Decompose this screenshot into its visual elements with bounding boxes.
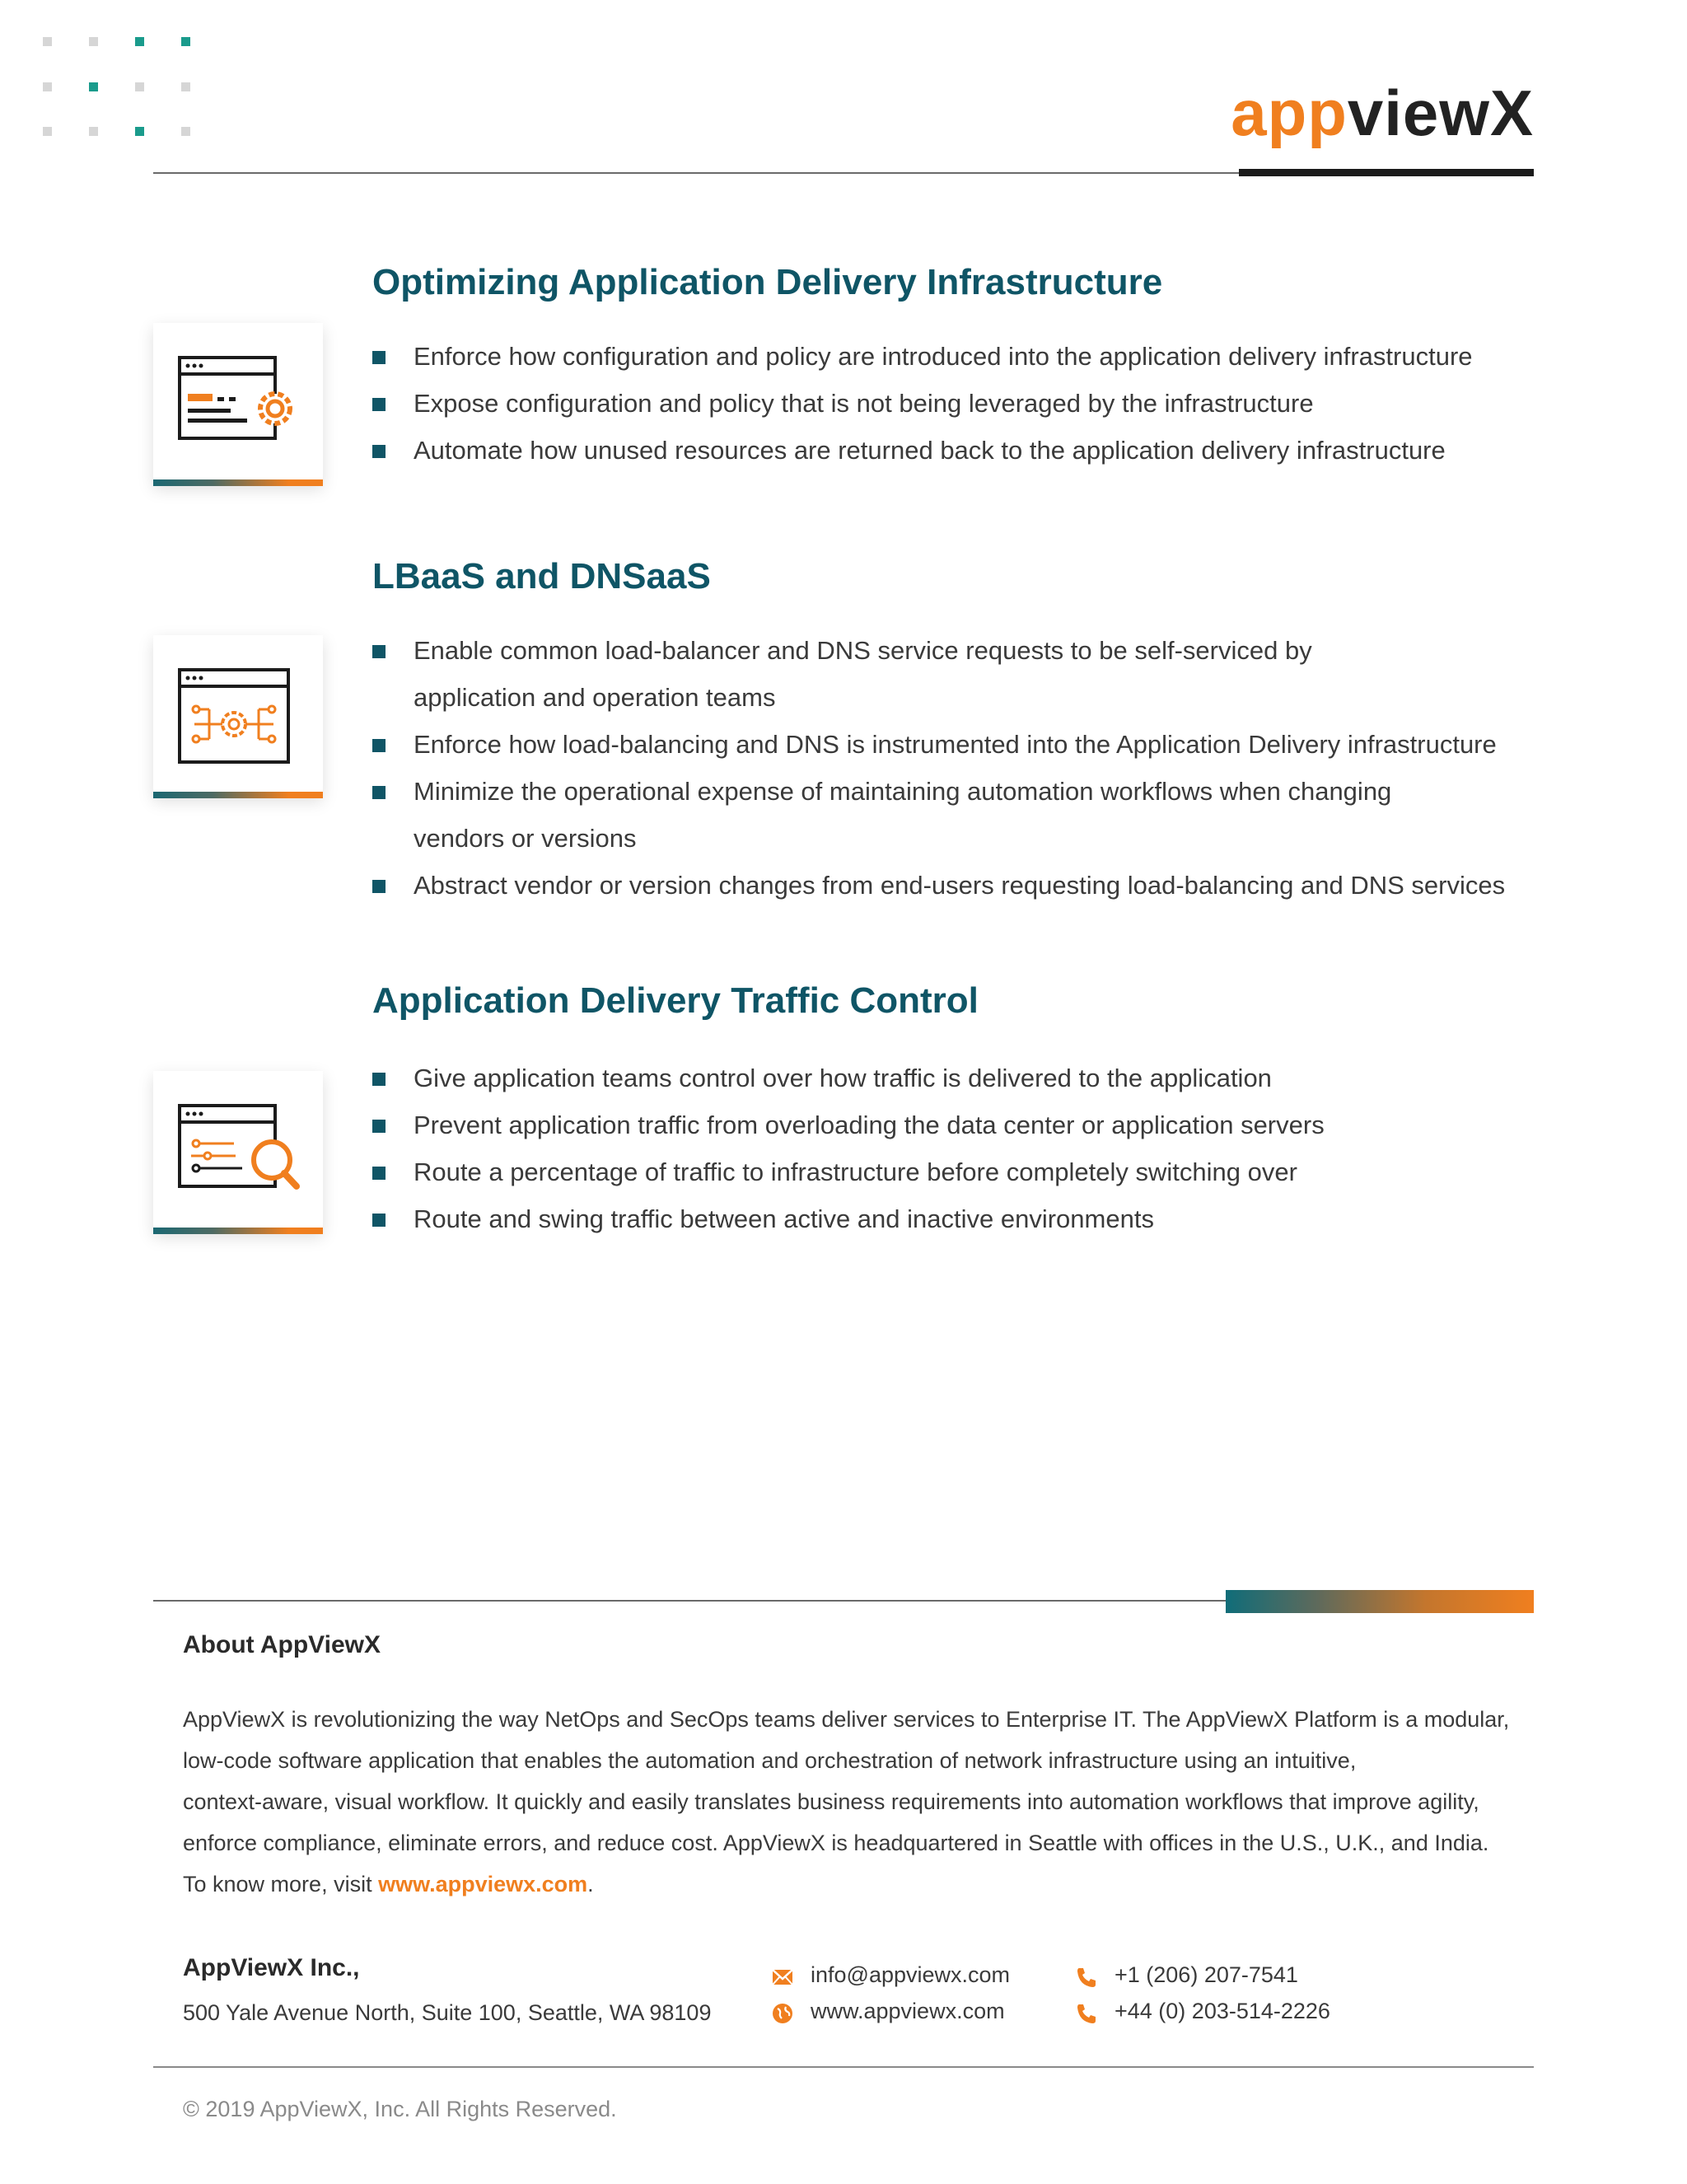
section-title: Application Delivery Traffic Control: [372, 980, 979, 1021]
footer-accent-bar: [1226, 1590, 1534, 1613]
list-item-text: Expose configuration and policy that is not being leveraged by the infrastructure: [414, 389, 1314, 418]
appviewx-logo: [1231, 76, 1534, 151]
list-item-text: Automate how unused resources are returned back to the application delivery infrastructure: [414, 436, 1446, 465]
icon-card-gradient-bar: [153, 1228, 323, 1234]
bullet-square-icon: [372, 1214, 386, 1227]
company-name: AppViewX Inc.,: [183, 1954, 360, 1981]
copyright-divider: [153, 2066, 1534, 2068]
list-item: [372, 1148, 1325, 1195]
list-item: [372, 1195, 1325, 1242]
about-paragraph: [183, 1699, 1534, 1905]
website-link[interactable]: www.appviewx.com: [378, 1872, 588, 1896]
email-icon: [771, 1966, 794, 1989]
list-item-text: Enforce how configuration and policy are introduced into the application delivery infrastructure: [414, 342, 1473, 371]
bullet-list: [372, 333, 1473, 474]
list-item-text: Route a percentage of traffic to infrastructure before completely switching over: [414, 1157, 1297, 1186]
list-item-continuation: [372, 815, 1505, 862]
section-title: LBaaS and DNSaaS: [372, 556, 711, 596]
header-accent-bar: [1239, 169, 1534, 176]
about-line: context-aware, visual workflow. It quickly and easily translates business requirements into automation workflows that improve agility,: [183, 1789, 1479, 1814]
about-title: About AppViewX: [183, 1631, 381, 1658]
about-line-prefix: To know more, visit: [183, 1872, 379, 1896]
bullet-square-icon: [372, 880, 386, 893]
list-item: [372, 721, 1505, 768]
section-icon-card: [153, 323, 323, 484]
phone-icon: [1075, 2002, 1098, 2025]
header-divider: [153, 172, 1241, 174]
bullet-list: [372, 627, 1505, 909]
about-line: AppViewX is revolutionizing the way NetOps and SecOps teams deliver services to Enterprise IT. The AppViewX Platform is a modular,: [183, 1707, 1510, 1732]
corner-dot-pattern: [41, 33, 198, 140]
about-line: low-code software application that enables the automation and orchestration of network infrastructure using an intuitive,: [183, 1748, 1357, 1773]
section-title: Optimizing Application Delivery Infrastructure: [372, 262, 1163, 302]
list-item-text: application and operation teams: [414, 683, 776, 712]
browser-settings-icon: [176, 354, 300, 453]
bullet-square-icon: [372, 786, 386, 799]
list-item: [372, 380, 1473, 427]
list-item-text: Minimize the operational expense of maintaining automation workflows when changing: [414, 777, 1392, 806]
list-item: [372, 627, 1505, 674]
logo-part-viewx: viewX: [1347, 77, 1534, 149]
browser-network-gear-icon: [176, 666, 300, 765]
bullet-square-icon: [372, 445, 386, 458]
list-item-text: Give application teams control over how traffic is delivered to the application: [414, 1064, 1272, 1092]
list-item: [372, 1055, 1325, 1101]
footer-divider: [153, 1600, 1232, 1602]
list-item-text: Enforce how load-balancing and DNS is instrumented into the Application Delivery infrastructure: [414, 730, 1497, 759]
bullet-square-icon: [372, 398, 386, 411]
about-line-suffix: .: [587, 1872, 594, 1896]
phone-icon: [1075, 1966, 1098, 1989]
list-item-text: vendors or versions: [414, 824, 637, 853]
list-item: [372, 333, 1473, 380]
company-address: 500 Yale Avenue North, Suite 100, Seattle, WA 98109: [183, 2000, 712, 2025]
list-item-continuation: [372, 674, 1505, 721]
bullet-list: [372, 1055, 1325, 1242]
globe-icon: [771, 2002, 794, 2025]
bullet-square-icon: [372, 1167, 386, 1180]
website-contact-link[interactable]: www.appviewx.com: [811, 1999, 1005, 2023]
list-item: [372, 862, 1505, 909]
bullet-square-icon: [372, 1073, 386, 1086]
bullet-square-icon: [372, 739, 386, 752]
list-item-text: Abstract vendor or version changes from end-users requesting load-balancing and DNS services: [414, 871, 1506, 900]
list-item: [372, 1101, 1325, 1148]
email-link[interactable]: info@appviewx.com: [811, 1962, 1011, 1987]
list-item: [372, 768, 1505, 815]
section-icon-card: [153, 635, 323, 797]
icon-card-gradient-bar: [153, 479, 323, 486]
phone-us-number[interactable]: +1 (206) 207-7541: [1115, 1962, 1298, 1987]
browser-search-icon: [176, 1102, 308, 1201]
about-line: [183, 1864, 1534, 1905]
copyright-text: © 2019 AppViewX, Inc. All Rights Reserved.: [183, 2097, 617, 2121]
list-item-text: Enable common load-balancer and DNS service requests to be self-serviced by: [414, 636, 1312, 665]
about-line: enforce compliance, eliminate errors, and reduce cost. AppViewX is headquartered in Seattle with offices in the U.S., U.K., and India.: [183, 1831, 1489, 1855]
list-item: [372, 427, 1473, 474]
list-item-text: Route and swing traffic between active and inactive environments: [414, 1204, 1154, 1233]
bullet-square-icon: [372, 351, 386, 364]
phone-uk-number[interactable]: +44 (0) 203-514-2226: [1115, 1999, 1330, 2023]
section-icon-card: [153, 1071, 323, 1232]
bullet-square-icon: [372, 1120, 386, 1133]
logo-part-app: app: [1231, 77, 1348, 149]
bullet-square-icon: [372, 645, 386, 658]
list-item-text: Prevent application traffic from overloading the data center or application servers: [414, 1111, 1325, 1139]
icon-card-gradient-bar: [153, 792, 323, 798]
